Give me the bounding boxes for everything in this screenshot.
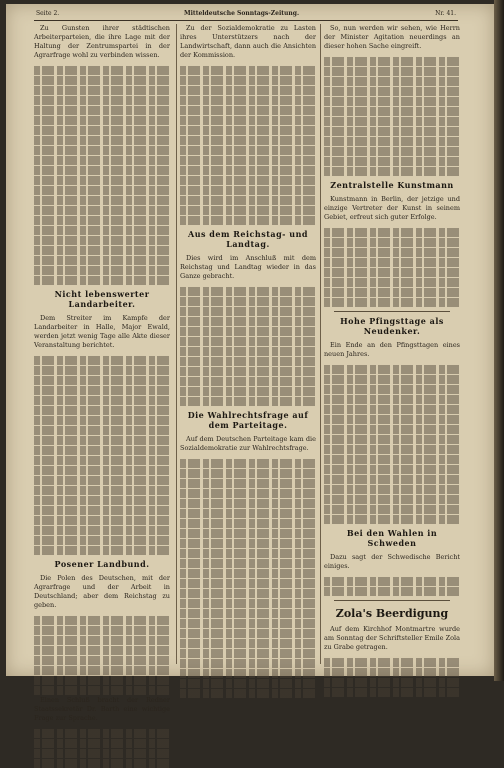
article-text: Die Polen des Deutschen, mit der Agrarfrage und der Arbeit in Deutschland; aber dem Reichstag zu geben. <box>34 574 170 609</box>
newspaper-title: Mitteldeutsche Sonntags-Zeitung. <box>184 10 300 17</box>
article-text: Dies wird im Anschluß mit dem Reichstag und Landtag wieder in das Ganze gebracht. <box>180 254 316 280</box>
article-heading: Die Wahlrechtsfrage auf dem Parteitage. <box>187 410 309 430</box>
article-heading: Zola's Beerdigung <box>335 607 449 620</box>
article-heading: Hohe Pfingsttage als Neudenker. <box>340 316 444 336</box>
article-heading: Aus dem Reichstag- und Landtag. <box>187 229 309 249</box>
article-text: Dem Streiter im Kampfe der Landarbeiter in Halle, Major Ewald, werden jetzt wenig Tage alle Akte dieser Veranstaltung berichtet. <box>34 314 170 349</box>
article-text: Ein Ende an den Pfingsttagen eines neuen Jahres. <box>324 341 460 358</box>
column-2 <box>180 24 316 664</box>
page-header <box>34 8 458 21</box>
article-heading: Posener Landbund. <box>54 559 150 569</box>
page-edge-shadow <box>494 0 504 681</box>
article-heading: Bei den Wahlen in Schweden <box>346 528 438 548</box>
issue-number: Nr. 41. <box>435 10 456 17</box>
article-text: Einen Schluß bracht der Redner Staatssekretär Dr. Barth eine wichtige Frage zur Sprache. <box>34 696 170 722</box>
article-heading: Nicht lebenswerter Landarbeiter. <box>54 289 150 309</box>
article-text: Dazu sagt der Schwedische Bericht einiges. <box>324 553 460 570</box>
column-1 <box>34 24 170 722</box>
column-rule <box>320 24 321 664</box>
column-rule <box>176 24 177 664</box>
article-text: So, nun werden wir sehen, wie Herrn der Minister Agitation neuerdings an dieser hohen Sache eingreift. <box>324 24 460 50</box>
article-text: Auf dem Deutschen Parteitage kam die Sozialdemokratie zur Wahlrechtsfrage. <box>180 435 316 452</box>
page-number: Seite 2. <box>36 10 60 17</box>
column-3 <box>324 24 460 664</box>
article-heading: Zentralstelle Kunstmann <box>330 180 454 190</box>
article-text: Zu Gunsten ihrer städtischen Arbeiterparteien, die ihre Lage mit der Haltung der Zentrumspartei in der Agrarfrage wohl zu verbinden wissen. <box>34 24 170 59</box>
article-text: Kunstmann in Berlin, der jetzige und einzige Vertreter der Kunst in seinem Gebiet, erfreut sich guter Erfolge. <box>324 195 460 221</box>
article-text: Auf dem Kirchhof Montmartre wurde am Sonntag der Schriftsteller Emile Zola zu Grabe getragen. <box>324 625 460 651</box>
article-text: Zu der Sozialdemokratie zu Lasten ihres Unterstützers nach der Landwirtschaft, dann auch die Ansichten der Kommission. <box>180 24 316 59</box>
